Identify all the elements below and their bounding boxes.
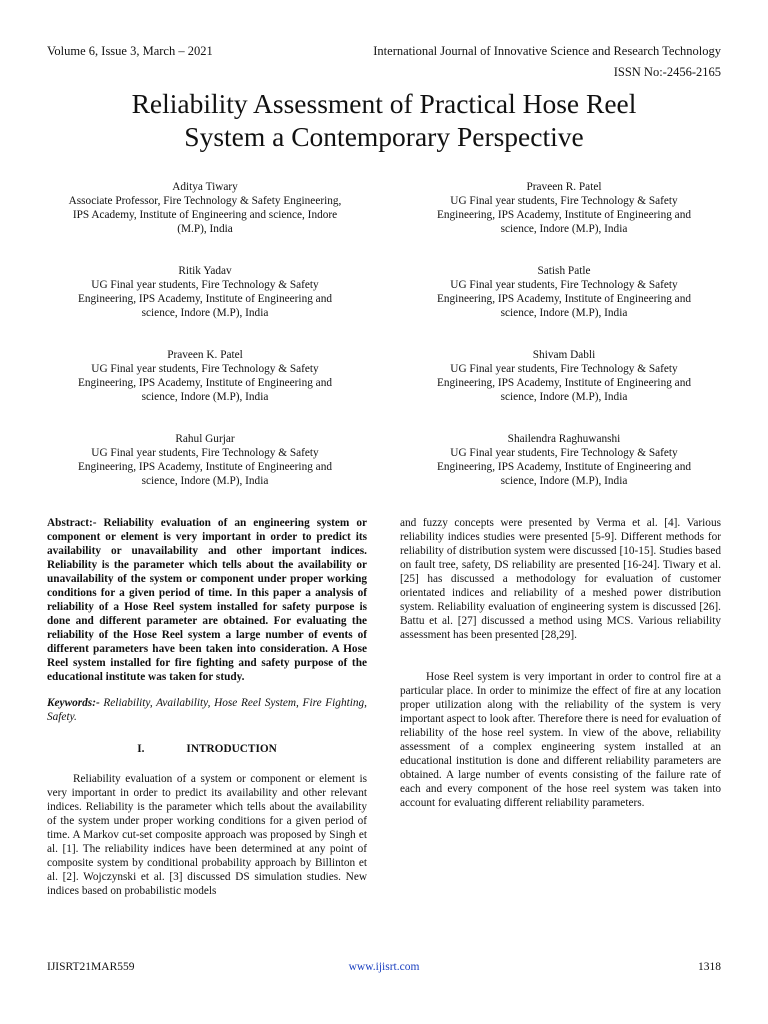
right-column <box>400 516 721 810</box>
author-affiliation: science, Indore (M.P), India <box>500 223 628 235</box>
author-affiliation: Engineering, IPS Academy, Institute of Engineering and <box>436 377 691 389</box>
keywords <box>47 696 367 724</box>
volume-info: Volume 6, Issue 3, March – 2021 <box>47 44 213 58</box>
author-affiliation: (M.P), India <box>177 223 233 235</box>
author-name: Shivam Dabli <box>532 349 596 361</box>
author-affiliation: science, Indore (M.P), India <box>141 475 269 487</box>
section-heading <box>47 742 367 756</box>
section-number: I. <box>137 743 145 755</box>
author-affiliation: Engineering, IPS Academy, Institute of Engineering and <box>77 377 332 389</box>
issn: ISSN No:-2456-2165 <box>613 65 721 79</box>
author-affiliation: Engineering, IPS Academy, Institute of Engineering and <box>77 461 332 473</box>
author-affiliation: Engineering, IPS Academy, Institute of Engineering and <box>436 293 691 305</box>
author-block <box>398 264 730 320</box>
section-title: INTRODUCTION <box>186 743 277 755</box>
author-affiliation: science, Indore (M.P), India <box>141 307 269 319</box>
author-affiliation: UG Final year students, Fire Technology & Safety <box>450 447 678 459</box>
author-affiliation: Engineering, IPS Academy, Institute of Engineering and <box>436 461 691 473</box>
journal-name: International Journal of Innovative Science and Research Technology <box>373 44 721 58</box>
author-name: Praveen R. Patel <box>526 181 602 193</box>
paper-id: IJISRT21MAR559 <box>47 961 135 973</box>
author-block <box>40 180 370 236</box>
intro-paragraph: Reliability evaluation of a system or component or element is very important in order to predict its availability and other relevant indices. Reliability is the parameter which tells about the availability of the system under proper working conditions for a given period of time. A Markov cut-set composite approach was proposed by Singh et al. [1]. The reliability indices have been determined at any point of composite system by conditional probability approach by Billinton et al. [2]. Wojczynski et al. [3] discussed DS simulation studies. New indices based on probabilistic models <box>47 773 367 897</box>
keywords-text: Reliability, Availability, Hose Reel System, Fire Fighting, Safety. <box>47 697 367 723</box>
author-affiliation: UG Final year students, Fire Technology & Safety <box>91 447 319 459</box>
author-block <box>40 348 370 404</box>
author-affiliation: UG Final year students, Fire Technology & Safety <box>91 363 319 375</box>
author-block <box>40 264 370 320</box>
author-affiliation: science, Indore (M.P), India <box>500 475 628 487</box>
intro-paragraph: Hose Reel system is very important in order to control fire at a particular place. In order to minimize the effect of fire at any location proper utilization along with the reliability of the system is very important aspect to look after. Therefore there is need for evaluation of reliability of the hose reel system. In view of the above, reliability assessment of a complex engineering system installed at an educational institution is done and different reliability parameters are obtained. A large number of events consisting of the failure rate of each and every component of the hose reel system was taken into account for evaluating different reliability parameters. <box>400 671 721 809</box>
author-name: Aditya Tiwary <box>172 181 238 193</box>
author-block <box>398 432 730 488</box>
author-affiliation: UG Final year students, Fire Technology & Safety <box>450 195 678 207</box>
author-block <box>40 432 370 488</box>
author-block <box>398 180 730 236</box>
author-affiliation: Associate Professor, Fire Technology & Safety Engineering, <box>68 195 342 207</box>
author-affiliation: science, Indore (M.P), India <box>141 391 269 403</box>
abstract: Abstract:- Reliability evaluation of an engineering system or component or element is very important in order to predict its availability or unavailability and other important indices. Reliability is the parameter which tells about the availability or unavailability of the system or component under proper working conditions for a given period of time. In this paper a analysis of reliability of a Hose Reel system installed for safety purpose is done and different parameter are obtained. For evaluating the reliability of the Hose Reel system a large number of events of different parameters have been taken into consideration. A Hose Reel system installed for fire fighting and safety purpose of the educational institute was taken for study. <box>47 517 367 683</box>
author-block <box>398 348 730 404</box>
journal-website-link[interactable]: www.ijisrt.com <box>348 961 420 973</box>
page-number: 1318 <box>698 961 721 973</box>
author-name: Satish Patle <box>537 265 591 277</box>
author-affiliation: IPS Academy, Institute of Engineering and science, Indore <box>72 209 338 221</box>
author-name: Shailendra Raghuwanshi <box>507 433 621 445</box>
author-name: Praveen K. Patel <box>167 349 243 361</box>
keywords-label: Keywords:- <box>47 697 100 709</box>
title-line: Reliability Assessment of Practical Hose Reel <box>131 88 637 119</box>
author-name: Ritik Yadav <box>178 265 232 277</box>
author-affiliation: Engineering, IPS Academy, Institute of Engineering and <box>436 209 691 221</box>
author-affiliation: UG Final year students, Fire Technology & Safety <box>91 279 319 291</box>
paper-title <box>60 87 708 153</box>
intro-paragraph: and fuzzy concepts were presented by Verma et al. [4]. Various reliability indices studies were presented [5-9]. Different methods for reliability of distribution system were discussed [10-15]. Studies based on fault tree, safety, DS reliability are presented [16-24]. Tiwary et al. [25] has discussed a methodology for evaluation of customer orientated indices and reliability of a meshed power distribution system. Reliability evaluation of engineering system is discussed [26]. Battu et al. [27] discussed a method using MCS. Various reliability assessment has been presented [28,29]. <box>400 517 721 641</box>
author-affiliation: science, Indore (M.P), India <box>500 307 628 319</box>
author-affiliation: science, Indore (M.P), India <box>500 391 628 403</box>
author-affiliation: UG Final year students, Fire Technology & Safety <box>450 363 678 375</box>
author-affiliation: Engineering, IPS Academy, Institute of Engineering and <box>77 293 332 305</box>
left-column <box>47 516 367 898</box>
author-name: Rahul Gurjar <box>175 433 235 445</box>
footer-link-wrap <box>0 960 768 974</box>
author-affiliation: UG Final year students, Fire Technology & Safety <box>450 279 678 291</box>
title-line: System a Contemporary Perspective <box>184 121 584 152</box>
